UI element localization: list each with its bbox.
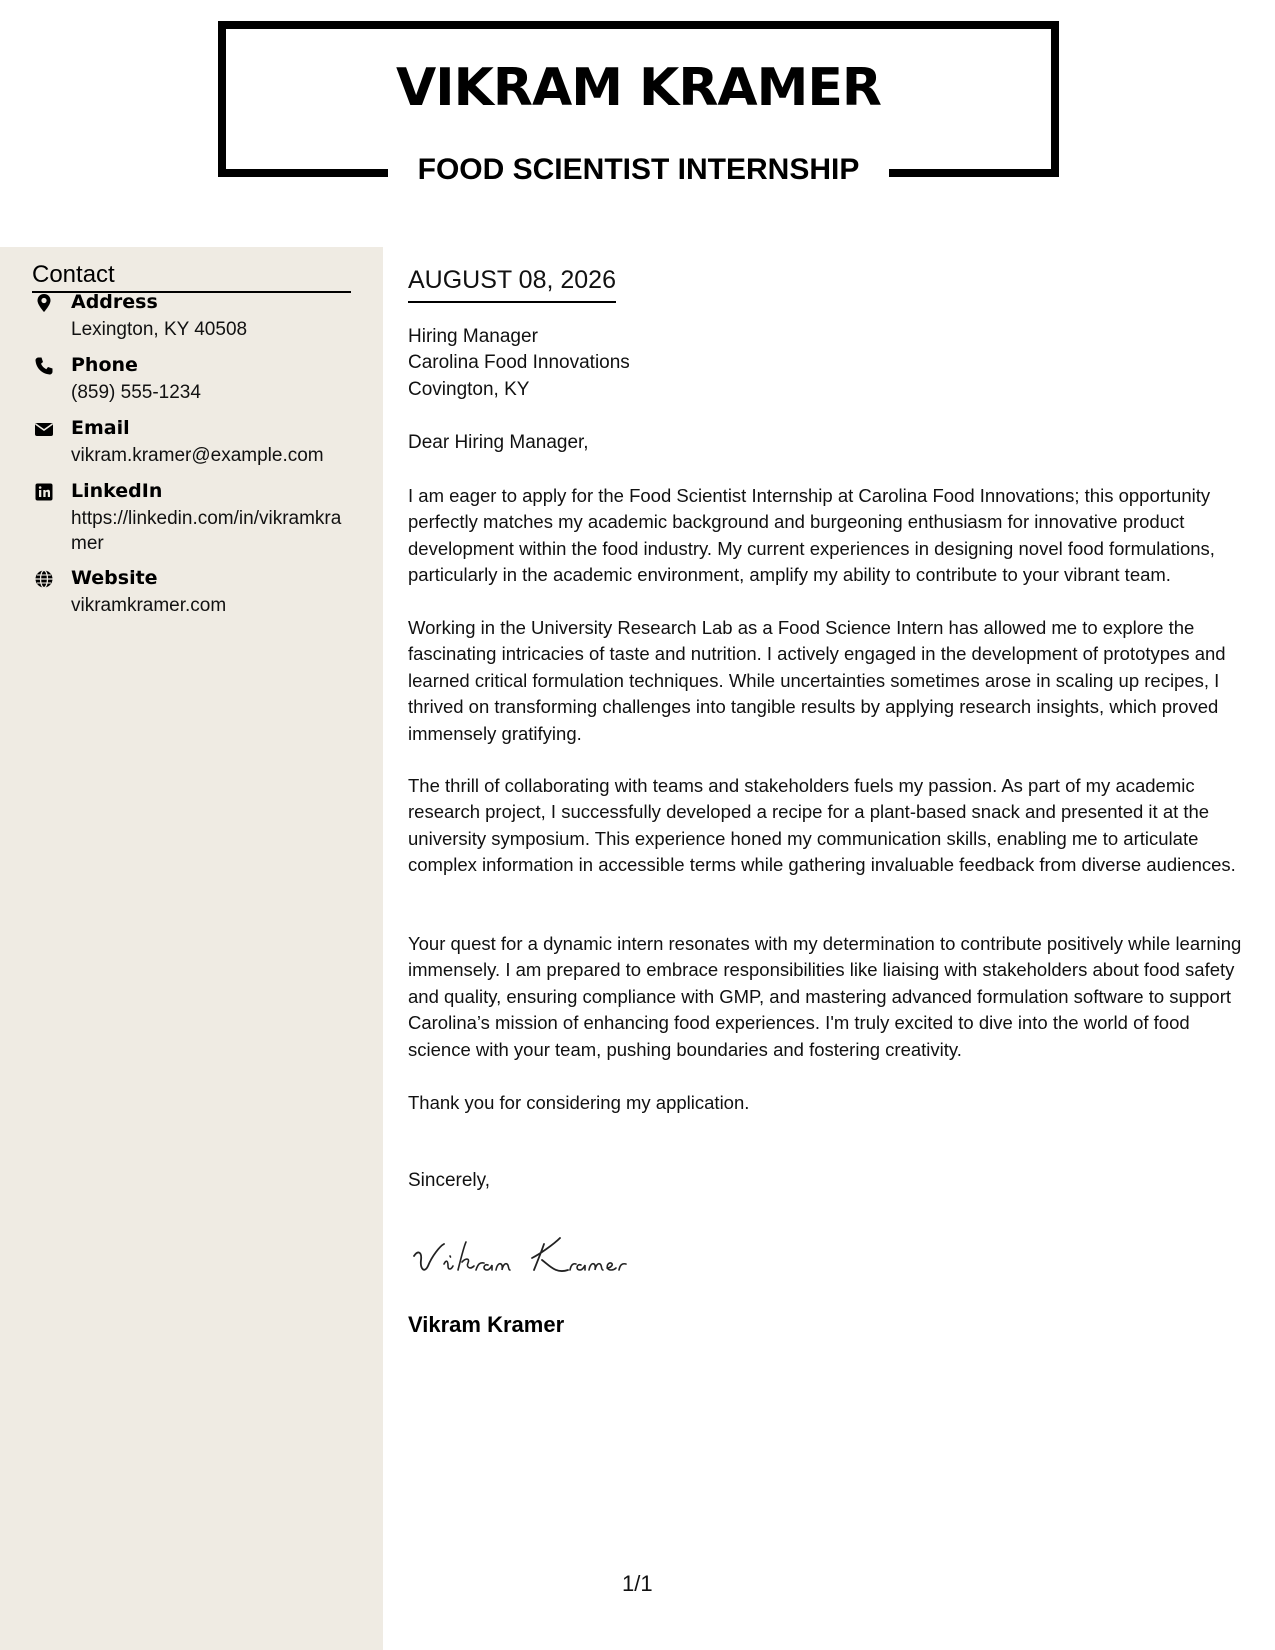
contact-value: Lexington, KY 40508 [71, 319, 248, 340]
recipient-line: Carolina Food Innovations [408, 352, 630, 373]
salutation: Dear Hiring Manager, [408, 432, 589, 453]
globe-icon [34, 569, 54, 589]
contact-value[interactable]: https://linkedin.com/in/vikramkramer [71, 508, 342, 554]
recipient-line: Hiring Manager [408, 326, 538, 347]
contact-heading: Contact [32, 261, 351, 293]
signer-name: Vikram Kramer [408, 1312, 565, 1337]
contact-sidebar [0, 247, 383, 1650]
phone-icon [34, 356, 54, 376]
job-title: FOOD SCIENTIST INTERNSHIP [417, 153, 860, 186]
contact-label: Website [71, 567, 158, 589]
recipient-line: Covington, KY [408, 379, 530, 400]
handwritten-signature [408, 1230, 668, 1282]
contact-label: Address [71, 291, 158, 313]
applicant-name: VIKRAM KRAMER [396, 58, 881, 118]
letter-paragraph: I am eager to apply for the Food Scientist Internship at Carolina Food Innovations; this opportunity perfectly matches my academic background and burgeoning enthusiasm for innovative product development within the food industry. My current experiences in designing novel food formulations, particularly in the academic environment, amplify my ability to contribute to your vibrant team. [408, 485, 1215, 586]
linkedin-icon [34, 482, 54, 502]
closing: Sincerely, [408, 1170, 491, 1191]
page-number: 1/1 [622, 1571, 653, 1596]
envelope-icon [34, 419, 54, 439]
contact-label: Phone [71, 354, 138, 376]
contact-value[interactable]: vikramkramer.com [71, 595, 227, 616]
contact-label: Email [71, 417, 130, 439]
letter-date: AUGUST 08, 2026 [408, 266, 616, 303]
location-pin-icon [34, 293, 54, 313]
letter-paragraph: Your quest for a dynamic intern resonates with my determination to contribute positively while learning immensely. I am prepared to embrace responsibilities like liaising with stakeholders about food safety and quality, ensuring compliance with GMP, and mastering advanced formulation software to support Carolina’s mission of enhancing food experiences. I'm truly excited to dive into the world of food science with your team, pushing boundaries and fostering creativity. [408, 933, 1242, 1060]
letter-paragraph: Thank you for considering my application. [408, 1092, 750, 1113]
letter-paragraph: Working in the University Research Lab as a Food Science Intern has allowed me to explore the fascinating intricacies of taste and nutrition. I actively engaged in the development of prototypes and learned critical formulation techniques. While uncertainties sometimes arose in scaling up recipes, I thrived on transforming challenges into tangible results by applying research insights, which proved immensely gratifying. [408, 617, 1226, 744]
contact-value: vikram.kramer@example.com [71, 445, 324, 466]
letter-paragraph: The thrill of collaborating with teams and stakeholders fuels my passion. As part of my academic research project, I successfully developed a recipe for a plant-based snack and presented it at the university symposium. This experience honed my communication skills, enabling me to articulate complex information in accessible terms while gathering invaluable feedback from diverse audiences. [408, 775, 1236, 876]
contact-label: LinkedIn [71, 480, 163, 502]
contact-value: (859) 555-1234 [71, 382, 201, 403]
